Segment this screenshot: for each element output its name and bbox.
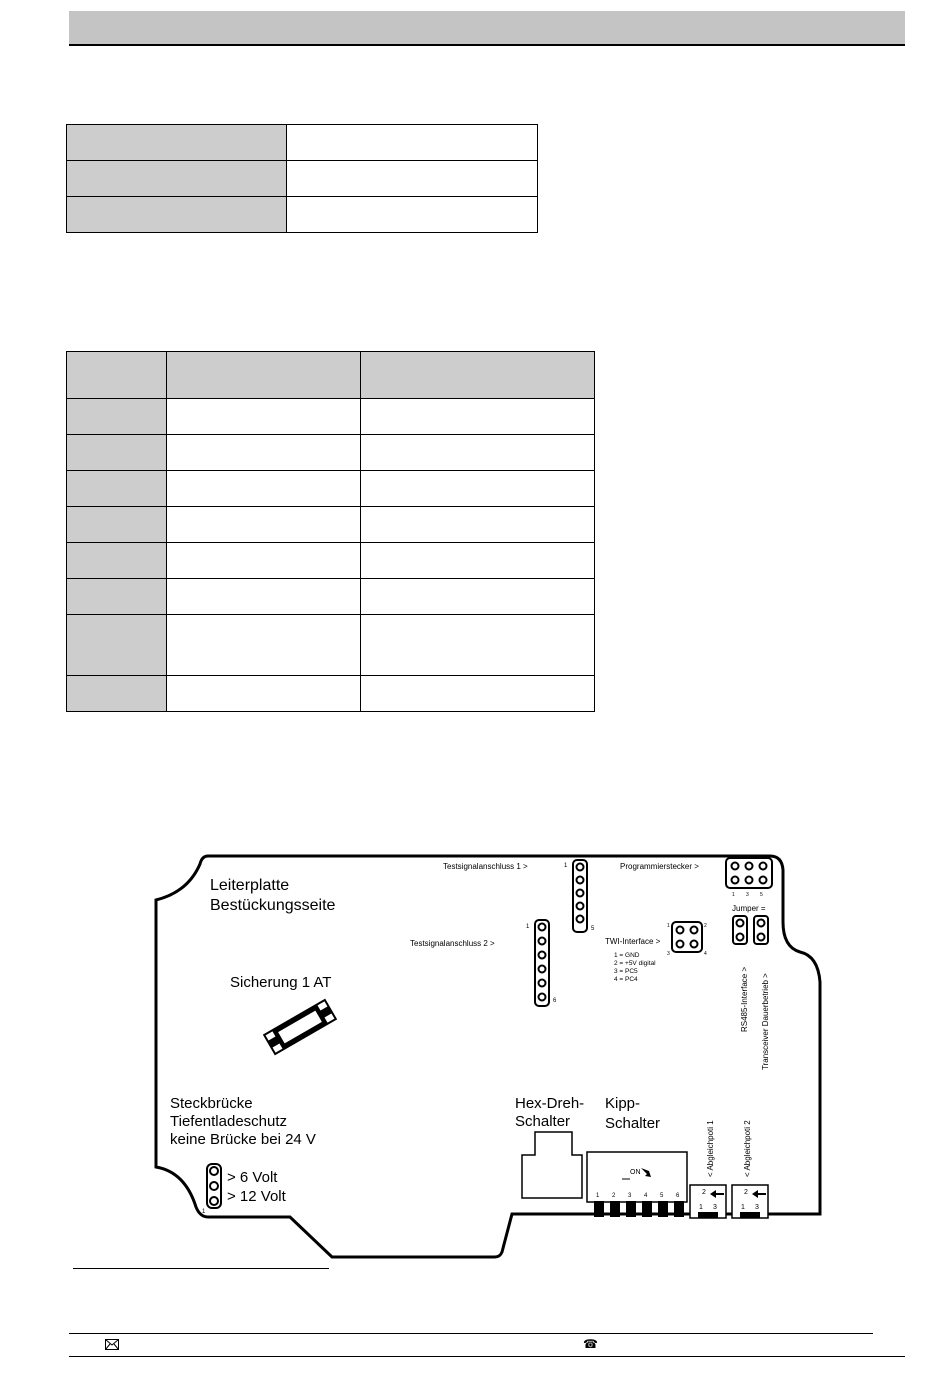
fuse (263, 999, 337, 1056)
test-connector-2 (535, 920, 549, 1006)
hex-switch-label-1: Hex-Dreh- (515, 1095, 585, 1112)
prog-pin-3: 3 (746, 892, 749, 898)
jumper-title-1: Steckbrücke (170, 1095, 253, 1112)
jumper-title-3: keine Brücke bei 24 V (170, 1131, 316, 1148)
table-cell (361, 471, 595, 507)
table-cell (361, 399, 595, 435)
trimmer2-pin-1: 1 (741, 1204, 745, 1211)
footnote-divider (73, 1268, 329, 1269)
table-header-cell (361, 352, 595, 399)
spec-table-1 (66, 124, 538, 233)
trimmer-2 (732, 1185, 768, 1218)
spec-table-2 (66, 351, 595, 712)
test-connector-1-label: Testsignalanschluss 1 > (443, 862, 528, 871)
table-cell (167, 676, 361, 712)
table-cell (67, 197, 287, 233)
prog-pin-1: 1 (732, 892, 735, 898)
twi-connector (672, 922, 702, 952)
table-cell (67, 399, 167, 435)
table-cell (287, 125, 538, 161)
table-cell (167, 543, 361, 579)
jumper-title-2: Tiefentladeschutz (170, 1113, 288, 1130)
table-row (67, 507, 595, 543)
table-cell (287, 161, 538, 197)
abgleich2-label: < Abgleichpoti 2 (743, 1120, 752, 1177)
test1-pin-1: 1 (564, 863, 568, 869)
volt-6-label: > 6 Volt (227, 1169, 278, 1186)
test2-pin-1: 1 (526, 924, 530, 930)
table-cell (167, 471, 361, 507)
table-header-cell (67, 352, 167, 399)
dip-number: 4 (644, 1193, 648, 1199)
fuse-label: Sicherung 1 AT (230, 974, 332, 991)
twi-label: TWI-Interface > (605, 937, 661, 946)
twi-pin-desc: 1 = GND (614, 952, 640, 959)
rs485-label: RS485-Interface > (740, 966, 749, 1032)
table-header-row (67, 352, 595, 399)
table-row (67, 579, 595, 615)
twi-pin-2: 2 (704, 923, 707, 929)
table-row (67, 161, 538, 197)
mail-icon (105, 1339, 119, 1352)
table-cell (67, 615, 167, 676)
twi-pin-desc: 3 = PC5 (614, 968, 638, 975)
abgleich1-label: < Abgleichpoti 1 (706, 1120, 715, 1177)
prog-pin-5: 5 (760, 892, 763, 898)
test-connector-1 (573, 860, 587, 932)
test2-pin-6: 6 (553, 998, 557, 1004)
trimmer2-pin-2: 2 (744, 1189, 748, 1196)
table-cell (167, 399, 361, 435)
table-cell (67, 543, 167, 579)
test-connector-2-label: Testsignalanschluss 2 > (410, 939, 495, 948)
header-bar (69, 11, 905, 46)
jumper-pin-1: 1 (202, 1209, 206, 1215)
pcb-diagram (150, 852, 825, 1262)
table-cell (361, 676, 595, 712)
dip-number: 2 (612, 1193, 616, 1199)
table-cell (67, 125, 287, 161)
table-cell (67, 579, 167, 615)
low-voltage-jumper (207, 1164, 221, 1208)
trimmer1-pin-3: 3 (713, 1204, 717, 1211)
table-cell (67, 676, 167, 712)
hex-switch-label-2: Schalter (515, 1113, 571, 1130)
table-row (67, 471, 595, 507)
prog-connector (726, 858, 772, 888)
table-row (67, 125, 538, 161)
trimmer2-pin-3: 3 (755, 1204, 759, 1211)
kipp-switch-label-1: Kipp- (605, 1095, 641, 1112)
volt-12-label: > 12 Volt (227, 1188, 286, 1205)
table-cell (361, 543, 595, 579)
board-title-1: Leiterplatte (210, 877, 290, 894)
table-row (67, 615, 595, 676)
table-row (67, 197, 538, 233)
table-header-cell (167, 352, 361, 399)
table-cell (361, 615, 595, 676)
hex-switch (522, 1132, 582, 1198)
dip-number: 6 (676, 1193, 680, 1199)
table-row (67, 543, 595, 579)
footer-divider-bottom (69, 1356, 905, 1357)
trimmer-1 (690, 1185, 726, 1218)
table-cell (167, 579, 361, 615)
trimmer1-pin-2: 2 (702, 1189, 706, 1196)
table-cell (167, 615, 361, 676)
rs485-jumper (733, 916, 747, 944)
phone-icon: ☎ (583, 1337, 598, 1351)
dip-number: 3 (628, 1193, 632, 1199)
dip-switch (587, 1152, 687, 1217)
table-row (67, 399, 595, 435)
jumper-eq-label: Jumper = (732, 904, 766, 913)
twi-pin-desc: 4 = PC4 (614, 976, 638, 983)
dip-number: 5 (660, 1193, 664, 1199)
twi-pin-3: 3 (667, 951, 670, 957)
table-cell (167, 507, 361, 543)
board-title-2: Bestückungsseite (210, 897, 336, 914)
table-cell (67, 435, 167, 471)
dip-number: 1 (596, 1193, 600, 1199)
table-row (67, 435, 595, 471)
twi-pin-desc: 2 = +5V digital (614, 960, 656, 967)
transceiver-jumper (754, 916, 768, 944)
kipp-switch-label-2: Schalter (605, 1115, 661, 1132)
twi-pin-4: 4 (704, 951, 707, 957)
table-cell (167, 435, 361, 471)
table-cell (361, 435, 595, 471)
table-row (67, 676, 595, 712)
transceiver-label: Transceiver Dauerbetrieb > (761, 973, 770, 1070)
table-cell (287, 197, 538, 233)
test1-pin-5: 5 (591, 926, 595, 932)
trimmer1-pin-1: 1 (699, 1204, 703, 1211)
table-cell (67, 507, 167, 543)
footer-divider-top (69, 1333, 873, 1334)
dip-on-label: ON (630, 1169, 641, 1176)
table-cell (361, 579, 595, 615)
prog-connector-label: Programmierstecker > (620, 862, 699, 871)
twi-pin-1: 1 (667, 923, 670, 929)
table-cell (67, 161, 287, 197)
table-cell (67, 471, 167, 507)
table-cell (361, 507, 595, 543)
